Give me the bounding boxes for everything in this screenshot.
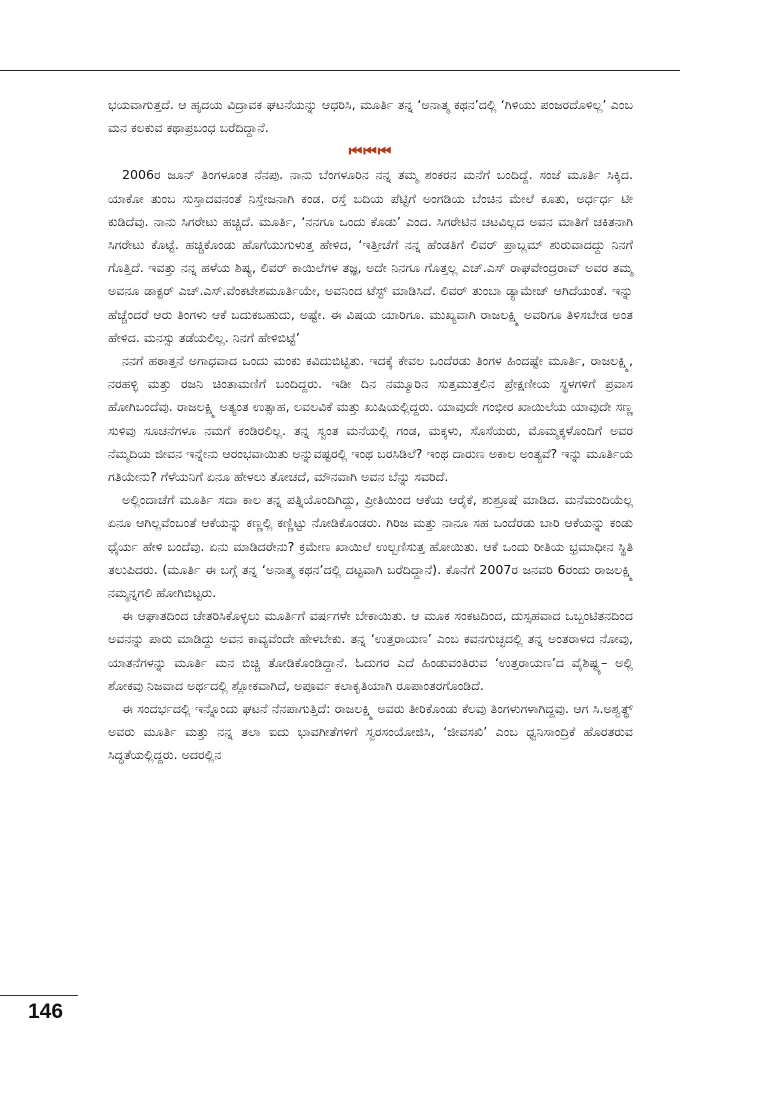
page-number: 146 [28, 1000, 64, 1023]
paragraph: ಭಯವಾಗುತ್ತದೆ. ಆ ಹೃದಯ ವಿದ್ರಾವಕ ಘಟನೆಯನ್ನು ಆಧರಿಸಿ, ಮೂರ್ತಿ ತನ್ನ ‘ಅನಾತ್ಮ ಕಥನ’ದಲ್ಲಿ ‘ಗಿಳಿಯು ಪಂಜರದೊಳಿಲ್ಲ’ ಎಂಬ ಮನ ಕಲಕುವ ಕಥಾಪ್ರಬಂಧ ಬರೆದಿದ್ದಾನೆ. [108, 97, 633, 136]
paragraph: ಈ ಆಘಾತದಿಂದ ಚೇತರಿಸಿಕೊಳ್ಳಲು ಮೂರ್ತಿಗೆ ವರ್ಷಗಳೇ ಬೇಕಾಯಿತು. ಆ ಮೂಕ ಸಂಕಟದಿಂದ, ದುಸ್ಸಹವಾದ ಒಬ್ಬಂಟಿತನದಿಂದ ಅವನನ್ನು ಪಾರು ಮಾಡಿದ್ದು ಅವನ ಕಾವ್ಯವೆಂದೇ ಹೇಳಬೇಕು. ತನ್ನ ‘ಉತ್ತರಾಯಣ’ ಎಂಬ ಕವನಗುಚ್ಛದಲ್ಲಿ ತನ್ನ ಅಂತರಾಳದ ನೋವು, ಯಾತನೆಗಳನ್ನು ಮೂರ್ತಿ ಮನ ಬಿಚ್ಚಿ ತೋಡಿಕೊಂಡಿದ್ದಾನೆ. ಓದುಗರ ಎದೆ ಹಿಂಡುವಂತಿರುವ ‘ಉತ್ತರಾಯಣ’ದ ವೈಶಿಷ್ಟ್ಯ– ಅಲ್ಲಿ ಶೋಕವು ನಿಜವಾದ ಅರ್ಥದಲ್ಲಿ ಶ್ಲೋಕವಾಗಿದೆ, ಅಪೂರ್ವ ಕಲಾಕೃತಿಯಾಗಿ ರೂಪಾಂತರಗೊಂಡಿದೆ. [108, 608, 633, 693]
footer-rule [0, 995, 78, 996]
paragraph: ನನಗೆ ಹಠಾತ್ತನೆ ಅಗಾಧವಾದ ಒಂದು ಮಂಕು ಕವಿದುಬಿಟ್ಟಿತು. ಇದಕ್ಕೆ ಕೇವಲ ಒಂದೆರಡು ತಿಂಗಳ ಹಿಂದಷ್ಟೇ ಮೂರ್ತಿ, ರಾಜಲಕ್ಷ್ಮಿ, ನರಹಳ್ಳಿ ಮತ್ತು ರಜನಿ ಚಿಂತಾಮಣಿಗೆ ಬಂದಿದ್ದರು. ಇಡೀ ದಿನ ನಮ್ಮೂರಿನ ಸುತ್ತಮುತ್ತಲಿನ ಪ್ರೇಕ್ಷಣೀಯ ಸ್ಥಳಗಳಿಗೆ ಪ್ರವಾಸ ಹೋಗಿಬಂದೆವು. ರಾಜಲಕ್ಷ್ಮಿ ಅತ್ಯಂತ ಉತ್ಸಾಹ, ಲವಲವಿಕೆ ಮತ್ತು ಖುಷಿಯಲ್ಲಿದ್ದರು. ಯಾವುದೇ ಗಂಭೀರ ಖಾಯಿಲೆಯ ಯಾವುದೇ ಸಣ್ಣ ಸುಳಿವು ಸೂಚನೆಗಳೂ ನಮಗೆ ಕಂಡಿರಲಿಲ್ಲ. ತನ್ನ ಸ್ವಂತ ಮನೆಯಲ್ಲಿ ಗಂಡ, ಮಕ್ಕಳು, ಸೊಸೆಯರು, ಮೊಮ್ಮಕ್ಕಳೊಂದಿಗೆ ಅವರ ನೆಮ್ಮದಿಯ ಜೀವನ ಇನ್ನೇನು ಆರಂಭವಾಯಿತು ಅನ್ನುವಷ್ಟರಲ್ಲಿ ಇಂಥ ಬರಸಿಡಿಲೆ? ಇಂಥ ದಾರುಣ ಅಕಾಲ ಅಂತ್ಯವೆ? ಇನ್ನು ಮೂರ್ತಿಯ ಗತಿಯೇನು? ಗೆಳೆಯನಿಗೆ ಏನೂ ಹೇಳಲು ತೋಚದೆ, ಮೌನವಾಗಿ ಅವನ ಬೆನ್ನು ಸವರಿದೆ. [108, 353, 633, 485]
paragraph: 2006ರ ಜೂನ್ ತಿಂಗಳೂಂತ ನೆನಪು. ನಾನು ಬೆಂಗಳೂರಿನ ನನ್ನ ತಮ್ಮ ಶಂಕರನ ಮನೆಗೆ ಬಂದಿದ್ದೆ. ಸಂಜೆ ಮೂರ್ತಿ ಸಿಕ್ಕಿದ. ಯಾಕೋ ತುಂಬ ಸುಸ್ತಾದವನಂತೆ ನಿಸ್ತೇಜನಾಗಿ ಕಂಡ. ರಸ್ತೆ ಬದಿಯ ಪೆಟ್ಟಿಗೆ ಅಂಗಡಿಯ ಬೆಂಚಿನ ಮೇಲೆ ಕೂತು, ಅರ್ಧರ್ಧ ಟೀ ಕುಡಿದೆವು. ನಾನು ಸಿಗರೇಟು ಹಚ್ಚಿದೆ. ಮೂರ್ತಿ, ‘ನನಗೂ ಒಂದು ಕೊಡು’ ಎಂದ. ಸಿಗರೇಟಿನ ಚಟವಿಲ್ಲದ ಅವನ ಮಾತಿಗೆ ಚಕಿತನಾಗಿ ಸಿಗರೇಟು ಕೊಟ್ಟೆ. ಹಚ್ಚಿಕೊಂಡು ಹೊಗೆಯುಗುಳುತ್ತ ಹೇಳಿದ, ‘ಇತ್ತೀಚೆಗೆ ನನ್ನ ಹೆಂಡತಿಗೆ ಲಿವರ್ ಪ್ರಾಬ್ಲಮ್ ಶುರುವಾದದ್ದು ನಿನಗೆ ಗೊತ್ತಿದೆ. ಇವತ್ತು ನನ್ನ ಹಳೆಯ ಶಿಷ್ಯ, ಲಿವರ್ ಕಾಯಿಲೆಗಳ ತಜ್ಞ, ಅದೇ ನಿನಗೂ ಗೊತ್ತಲ್ಲ ಎಚ್.ಎಸ್ ರಾಘವೇಂದ್ರರಾವ್ ಅವರ ತಮ್ಮ ಅವನೂ ಡಾಕ್ಟರ್ ಎಚ್.ಎಸ್.ವೆಂಕಟೇಶಮೂರ್ತಿಯೇ, ಅವನಿಂದ ಟೆಸ್ಟ್ ಮಾಡಿಸಿದೆ. ಲಿವರ್ ತುಂಬಾ ಡ್ಯಾಮೇಜ್ ಆಗಿದೆಯಂತೆ. ಇನ್ನು ಹೆಚ್ಚೆಂದರೆ ಆರು ತಿಂಗಳು ಆಕೆ ಬದುಕಬಹುದು, ಅಷ್ಟೇ. ಈ ವಿಷಯ ಯಾರಿಗೂ. ಮುಖ್ಯವಾಗಿ ರಾಜಲಕ್ಷ್ಮಿ ಅವರಿಗೂ ತಿಳಿಸಬೇಡ ಅಂತ ಹೇಳಿದ. ಮನಸ್ಸು ತಡೆಯಲಿಲ್ಲ. ನಿನಗೆ ಹೇಳಿಬಿಟ್ಟೆ’ [108, 167, 633, 345]
body-text [108, 93, 633, 767]
header-rule [0, 70, 680, 71]
section-divider-ornament: ⏮⏮⏮ [348, 142, 393, 161]
paragraph: ಅಲ್ಲಿಂದಾಚೆಗೆ ಮೂರ್ತಿ ಸದಾ ಕಾಲ ತನ್ನ ಪತ್ನಿಯೊಂದಿಗಿದ್ದು, ಪ್ರೀತಿಯಿಂದ ಆಕೆಯ ಆರೈಕೆ, ಶುಶ್ರೂಷೆ ಮಾಡಿದ. ಮನೆಮಂದಿಯೆಲ್ಲ ಏನೂ ಆಗಿಲ್ಲವೆಂಬಂತೆ ಆಕೆಯನ್ನು ಕಣ್ಣಲ್ಲಿ ಕಣ್ಣಿಟ್ಟು ನೋಡಿಕೊಂಡರು. ಗಿರಿಜ ಮತ್ತು ನಾನೂ ಸಹ ಒಂದೆರಡು ಬಾರಿ ಆಕೆಯನ್ನು ಕಂಡು ಧೈರ್ಯ ಹೇಳಿ ಬಂದೆವು. ಏನು ಮಾಡಿದರೇನು? ಕ್ರಮೇಣ ಖಾಯಿಲೆ ಉಲ್ಬಣಿಸುತ್ತ ಹೋಯಿತು. ಆಕೆ ಒಂದು ರೀತಿಯ ಭ್ರಮಾಧೀನ ಸ್ಥಿತಿ ತಲುಪಿದರು. (ಮೂರ್ತಿ ಈ ಬಗ್ಗೆ ತನ್ನ ‘ಅನಾತ್ಮ ಕಥನ’ದಲ್ಲಿ ದಟ್ಟವಾಗಿ ಬರೆದಿದ್ದಾನೆ). ಕೊನೆಗೆ 2007ರ ಜನವರಿ 6ರಂದು ರಾಜಲಕ್ಷ್ಮಿ ನಮ್ಮನ್ನಗಲಿ ಹೋಗಿಬಿಟ್ಟರು. [108, 492, 633, 601]
paragraph: ಈ ಸಂದರ್ಭದಲ್ಲಿ ಇನ್ನೊಂದು ಘಟನೆ ನೆನಪಾಗುತ್ತಿದೆ: ರಾಜಲಕ್ಷ್ಮಿ ಅವರು ತೀರಿಕೊಂಡು ಕೆಲವು ತಿಂಗಳುಗಳಾಗಿದ್ದವು. ಆಗ ಸಿ.ಅಶ್ವತ್ಥ್ ಅವರು ಮೂರ್ತಿ ಮತ್ತು ನನ್ನ ತಲಾ ಐದು ಭಾವಗೀತೆಗಳಿಗೆ ಸ್ವರಸಂಯೋಜಿಸಿ, ‘ಜೀವಸಖಿ’ ಎಂಬ ಧ್ವನಿಸಾಂದ್ರಿಕೆ ಹೊರತರುವ ಸಿದ್ಧತೆಯಲ್ಲಿದ್ದರು. ಅದರಲ್ಲಿನ [108, 701, 633, 763]
